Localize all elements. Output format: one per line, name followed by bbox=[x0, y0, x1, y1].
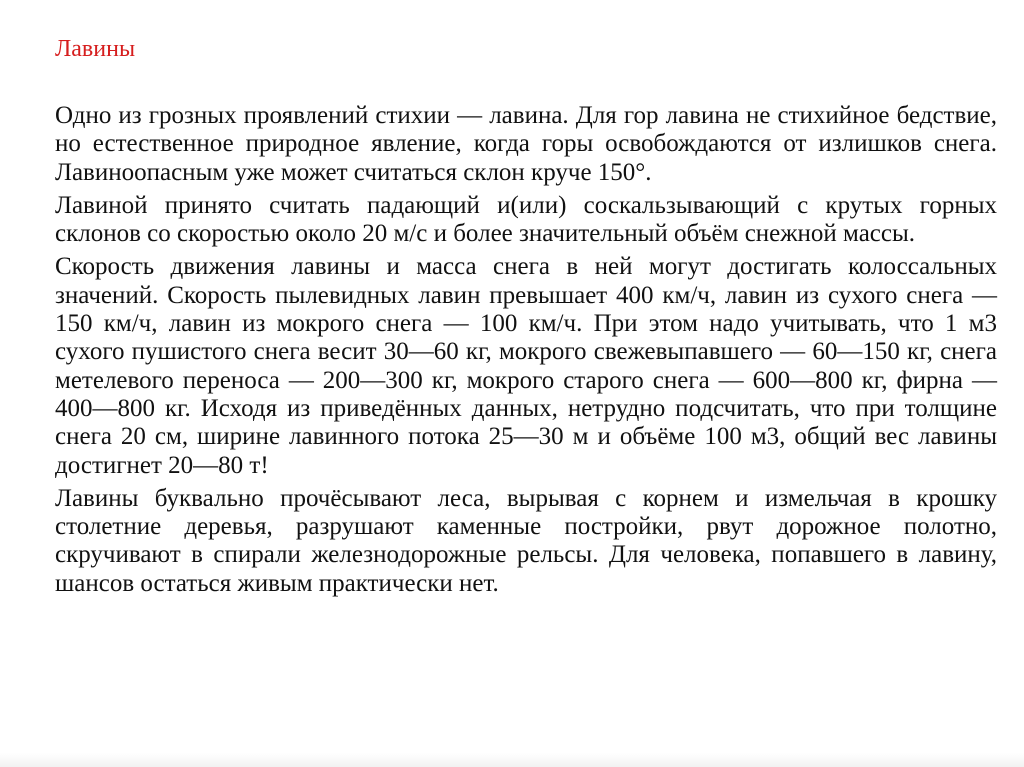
paragraph-1: Одно из грозных проявлений стихии — лавина. Для гор лавина не стихийное бедствие, но естественное природное явление, когда горы освобождаются от излишков снега. Лавиноопасным уже может считаться склон круче 150°. bbox=[55, 102, 997, 186]
slide-footer-shadow bbox=[0, 753, 1024, 767]
paragraph-3: Скорость движения лавины и масса снега в ней могут достигать колоссальных значений. Скорость пылевидных лавин превышает 400 км/ч, лавин из сухого снега — 150 км/ч, лавин из мокрого снега — 100 км/ч. При этом надо учитывать, что 1 м3 сухого пушистого снега весит 30—60 кг, мокрого свежевыпавшего — 60—150 кг, снега метелевого переноса — 200—300 кг, мокрого старого снега — 600—800 кг, фирна — 400—800 кг. Исходя из приведённых данных, нетрудно подсчитать, что при толщине снега 20 см, ширине лавинного потока 25—30 м и объёме 100 м3, общий вес лавины достигнет 20—80 т! bbox=[55, 253, 997, 479]
slide-body bbox=[55, 102, 997, 603]
paragraph-4: Лавины буквально прочёсывают леса, вырывая с корнем и измельчая в крошку столетние деревья, разрушают каменные постройки, рвут дорожное полотно, скручивают в спирали железнодорожные рельсы. Для человека, попавшего в лавину, шансов остаться живым практически нет. bbox=[55, 484, 997, 597]
slide-title: Лавины bbox=[55, 36, 136, 62]
paragraph-2: Лавиной принято считать падающий и(или) соскальзывающий с крутых горных склонов со скоростью около 20 м/с и более значительный объём снежной массы. bbox=[55, 191, 997, 248]
